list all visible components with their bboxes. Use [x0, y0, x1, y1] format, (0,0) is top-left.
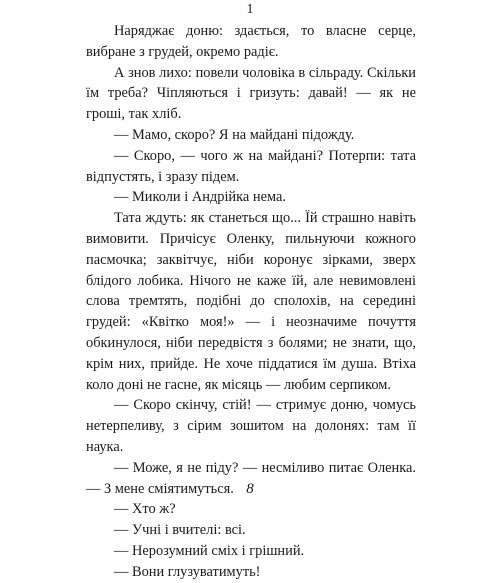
paragraph: — Учні і вчителі: всі.	[114, 522, 246, 539]
paragraph: — Скоро, — чого ж на майдані? Потерпи: тата відпустять, і зразу підем.	[86, 147, 416, 185]
paragraph: А знов лихо: повели чоловіка в сільраду. Скільки їм треба? Чіпляються і гризуть: давай! — як не гроші, так хліб.	[86, 64, 416, 123]
chapter-number: 1	[246, 2, 254, 17]
page-number: 8	[246, 481, 254, 497]
paragraph: — Миколи і Андрійка нема.	[114, 189, 286, 206]
paragraph: — Скоро скінчу, стій! — стримує доню, чомусь нетерпеливу, з сірим зошитом на долонях: там її наука.	[86, 397, 416, 455]
paragraph: Наряджає доню: здається, то власне серце, вибране з грудей, окремо радіє.	[86, 23, 416, 60]
paragraph: — Хто ж?	[114, 501, 176, 518]
paragraph: — Вони глузуватимуть!	[114, 563, 261, 580]
paragraph: Тата ждуть: як станеться що... Їй страшно навіть вимовити. Причісує Оленку, пильнуючи кожного пасмочка; заквітчує, ніби коронує зірками, зверх блідого лобика. Нічого не каже їй, але невимовлені слова тремтять, подібні до сполохів, на середині грудей: «Квітко моя!» — і неозначиме почуття обкинулося, ніби передвістя з болями; не знати, що, крім них, прийде. Не хоче піддатися їм душа. Втіха коло доні не гасне, як місяць — любим серпиком.	[86, 210, 416, 393]
paragraph: — Мамо, скоро? Я на майдані підожду.	[114, 126, 355, 143]
text-body	[86, 21, 416, 583]
paragraph: — Може, я не піду? — несміливо питає Оленка. — З мене сміятимуться.	[86, 459, 416, 497]
paragraph: — Нерозумний сміх і грішний.	[114, 542, 305, 559]
